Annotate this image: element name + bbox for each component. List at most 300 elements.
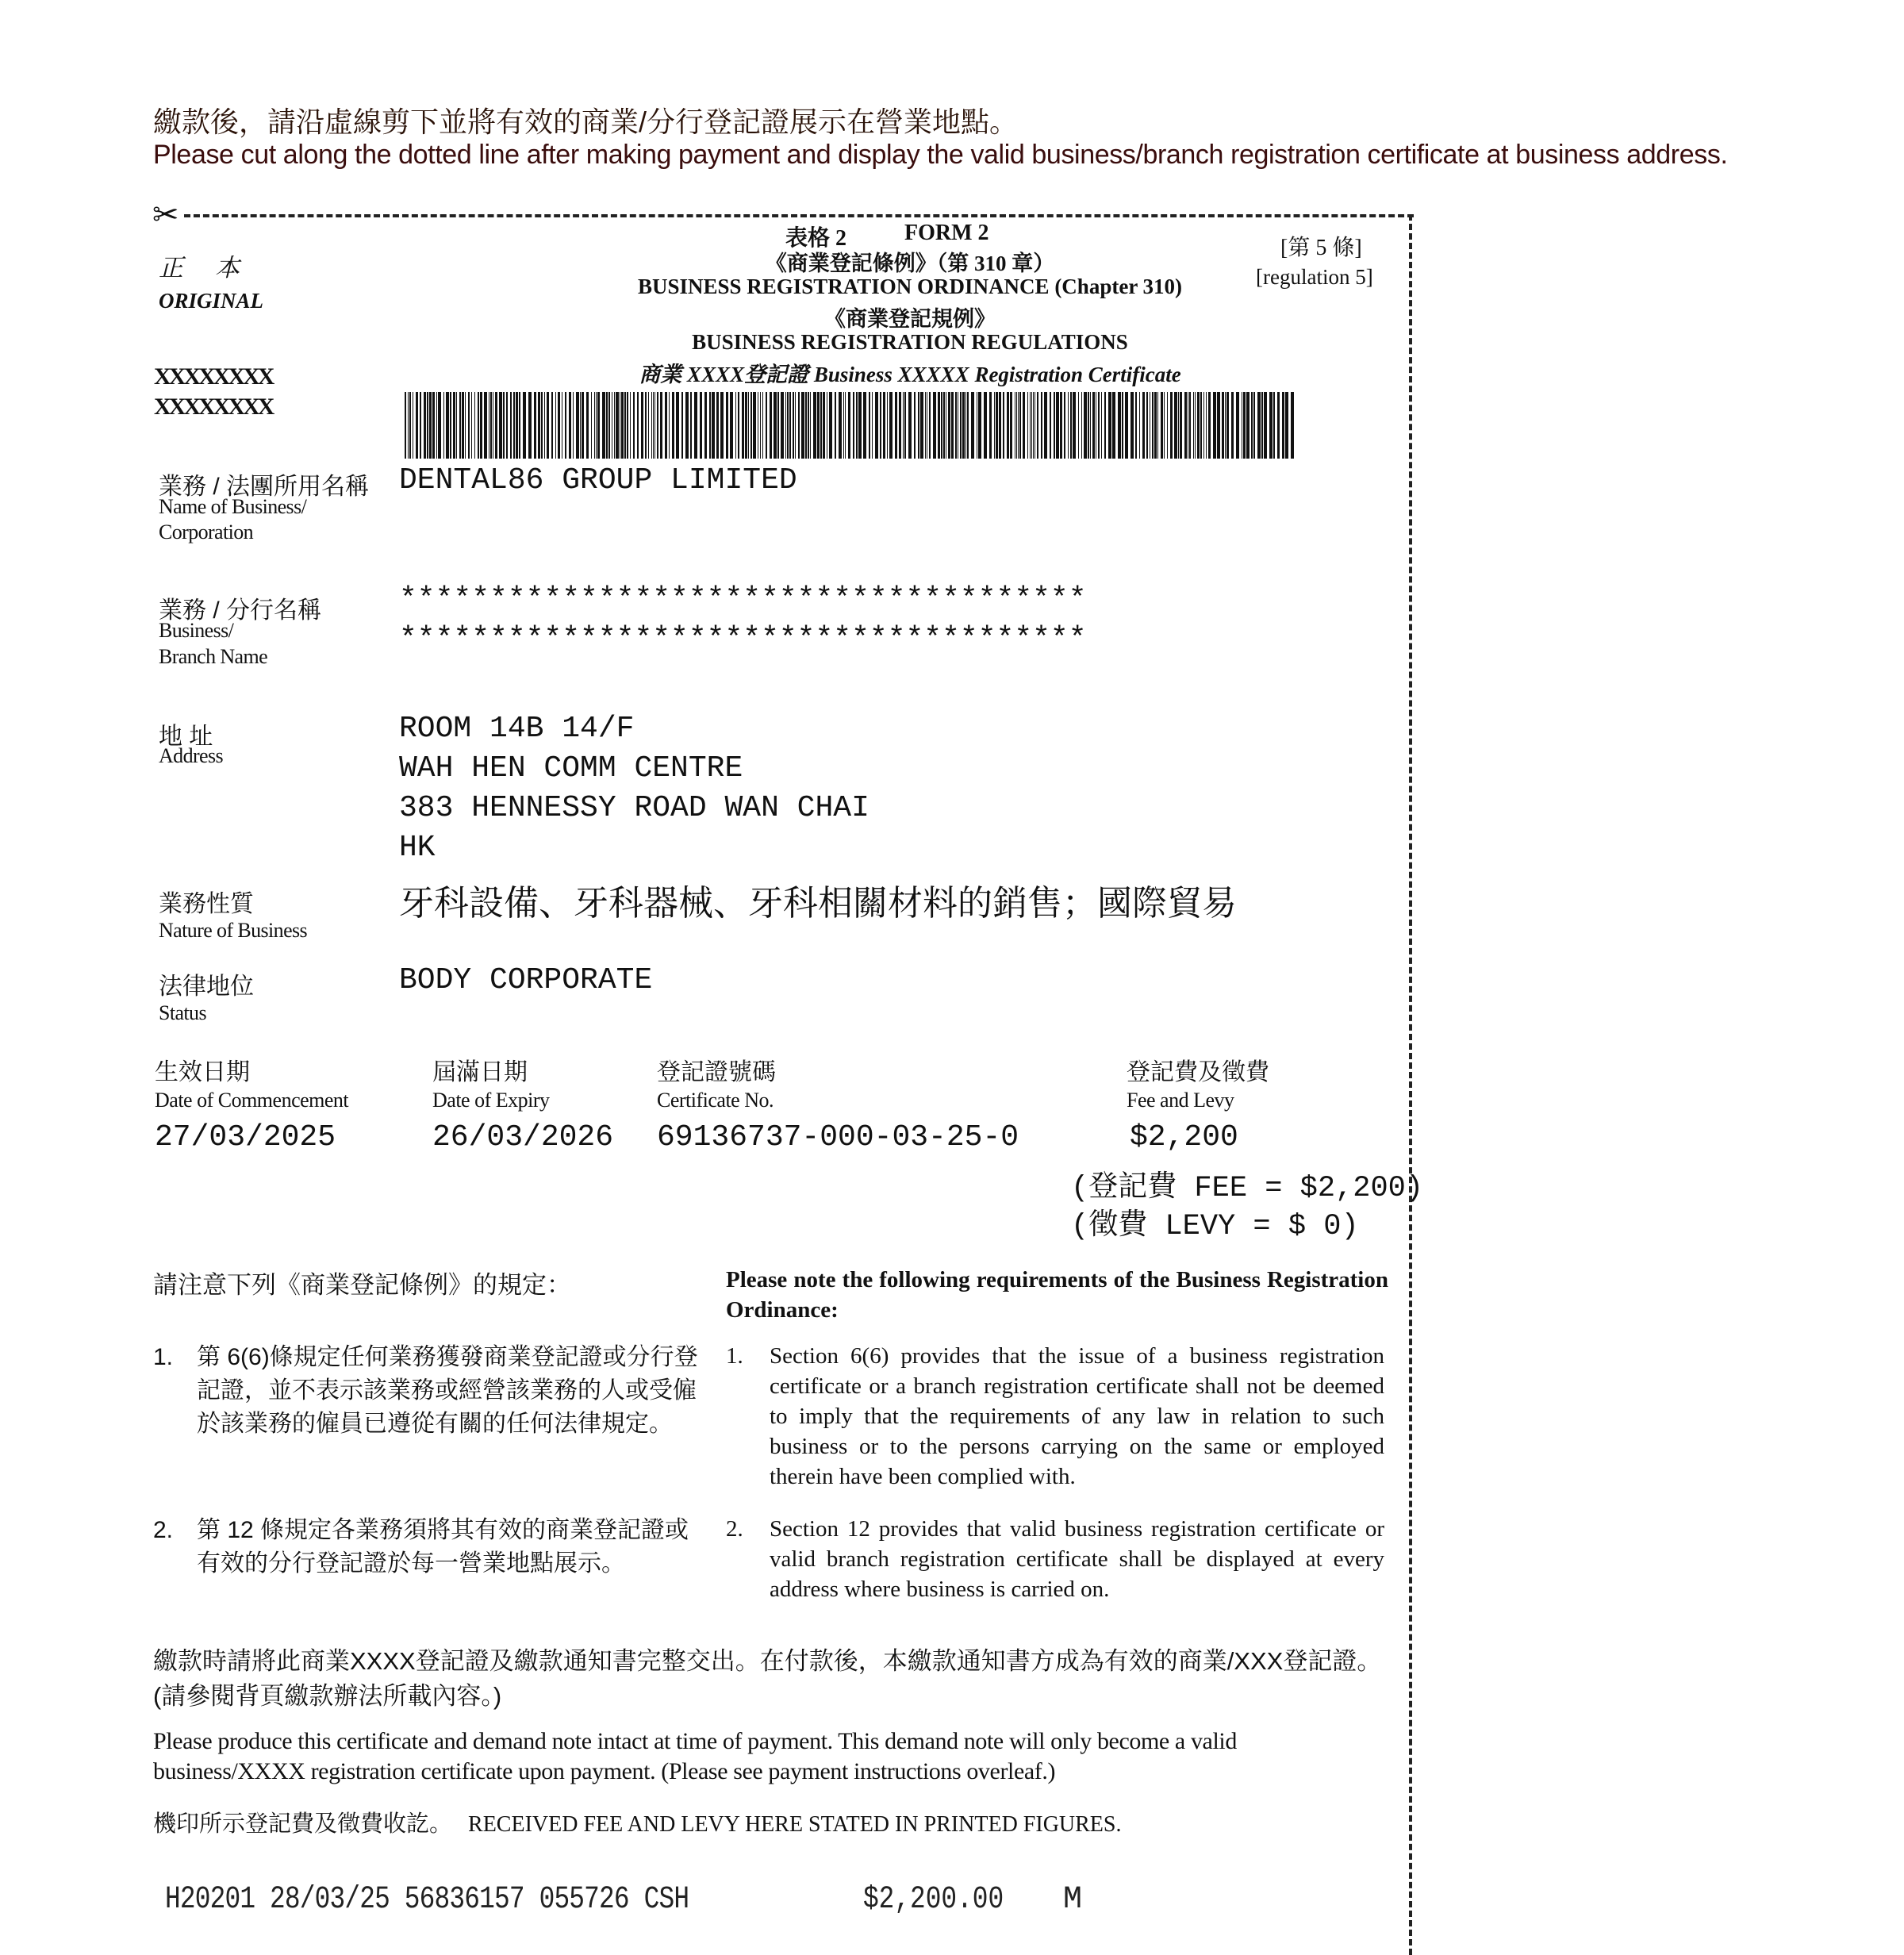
barcode-bar — [798, 392, 800, 459]
barcode-bar — [1225, 392, 1226, 459]
barcode-bar — [793, 392, 794, 459]
barcode-bar — [1118, 392, 1121, 459]
barcode-bar — [810, 392, 811, 459]
barcode-bar — [453, 392, 455, 459]
barcode-bar — [591, 392, 592, 459]
barcode-bar — [1007, 392, 1009, 459]
barcode-bar — [586, 392, 589, 459]
ordinance-title-zh: 《商業登記條例》（第 310 章） — [765, 252, 1055, 275]
barcode-bar — [903, 392, 904, 459]
barcode-bar — [1108, 392, 1111, 459]
barcode-bar — [1184, 392, 1187, 459]
barcode-bar — [606, 392, 608, 459]
address-line-4: HK — [399, 831, 436, 865]
note-number: 1. — [726, 1343, 743, 1369]
barcode-bar — [704, 392, 707, 459]
barcode-bar — [712, 392, 715, 459]
barcode-bar — [1092, 392, 1095, 459]
barcode-bar — [690, 392, 692, 459]
barcode-bar — [624, 392, 626, 459]
barcode-bar — [726, 392, 728, 459]
barcode-bar — [965, 392, 966, 459]
note-text: 第 12 條規定各業務須將其有效的商業登記證或有效的分行登記證於每一營業地點展示。 — [197, 1517, 689, 1577]
address-line-2: WAH HEN COMM CENTRE — [399, 751, 743, 785]
barcode-bar — [597, 392, 600, 459]
barcode-bar — [1041, 392, 1042, 459]
barcode-bar — [720, 392, 724, 459]
barcode-bar — [872, 392, 873, 459]
barcode-bar — [777, 392, 779, 459]
barcode-bar — [1003, 392, 1004, 459]
barcode-bar — [1217, 392, 1220, 459]
barcode-bar — [941, 392, 942, 459]
barcode-bar — [1018, 392, 1019, 459]
barcode-bar — [645, 392, 647, 459]
barcode-bar — [1208, 392, 1211, 459]
barcode-bar — [1125, 392, 1128, 459]
barcode-bar — [1269, 392, 1273, 459]
barcode-bar — [424, 392, 426, 459]
regulation-ref-zh: [第 5 條] — [1280, 236, 1362, 260]
barcode-bar — [1152, 392, 1154, 459]
address-label-en: Address — [159, 744, 224, 767]
barcode-bar — [459, 392, 461, 459]
dotted-cut-line-right — [1409, 214, 1412, 1955]
barcode-bar — [596, 392, 597, 459]
barcode-bar — [558, 392, 560, 459]
barcode-bar — [1070, 392, 1072, 459]
nature-of-business-value: 牙科設備、牙科器械、牙科相關材料的銷售；國際貿易 — [399, 883, 1237, 924]
barcode-bar — [943, 392, 945, 459]
barcode-bar — [1273, 392, 1275, 459]
barcode-bar — [653, 392, 654, 459]
barcode-bar — [883, 392, 885, 459]
instruction-chinese: 繳款後，請沿虛線剪下並將有效的商業/分行登記證展示在營業地點。 — [153, 106, 1019, 138]
barcode-bar — [770, 392, 772, 459]
barcode-bar — [962, 392, 965, 459]
barcode-bar — [748, 392, 749, 459]
fee-breakdown: (登記費 FEE = $2,200) — [1071, 1172, 1424, 1205]
receipt-print-line: H20201 28/03/25 56836157 055726 CSH — [165, 1882, 689, 1918]
note-1-zh — [153, 1341, 708, 1441]
barcode-bar — [730, 392, 733, 459]
barcode-bar — [627, 392, 628, 459]
note-2-en — [726, 1514, 1388, 1604]
note-text: 第 6(6)條規定任何業務獲發商業登記證或分行登記證，並不表示該業務或經營該業務的人或受僱於該業務的僱員已遵從有關的任何法律規定。 — [197, 1344, 698, 1437]
barcode-bar — [681, 392, 683, 459]
barcode-bar — [1285, 392, 1288, 459]
barcode-bar — [1010, 392, 1012, 459]
barcode-bar — [651, 392, 652, 459]
barcode-bar — [1282, 392, 1284, 459]
barcode-bar — [967, 392, 969, 459]
barcode-bar — [978, 392, 981, 459]
barcode-bar — [450, 392, 451, 459]
receipt-amount: $2,200.00 — [863, 1882, 1004, 1918]
barcode-bar — [914, 392, 916, 459]
form-number-en: FORM 2 — [904, 221, 989, 245]
barcode-bar — [551, 392, 553, 459]
barcode-bar — [989, 392, 992, 459]
barcode-bar — [1068, 392, 1069, 459]
barcode-bar — [484, 392, 487, 459]
barcode-bar — [490, 392, 492, 459]
barcode-bar — [665, 392, 667, 459]
barcode-bar — [789, 392, 791, 459]
barcode-bar — [573, 392, 574, 459]
certificate-title: 商業 XXXX登記證 Business XXXXX Registration Certificate — [639, 363, 1181, 386]
barcode-bar — [1054, 392, 1055, 459]
fee-label-zh: 登記費及徵費 — [1127, 1059, 1269, 1085]
barcode-bar — [700, 392, 702, 459]
branch-name-value-2: ************************************** — [399, 622, 1087, 656]
barcode-bar — [1170, 392, 1173, 459]
barcode-bar — [676, 392, 679, 459]
barcode-bar — [760, 392, 761, 459]
barcode-bar — [1030, 392, 1031, 459]
branch-label-zh: 業務 / 分行名稱 — [159, 597, 322, 624]
barcode-bar — [438, 392, 441, 459]
barcode-bar — [1246, 392, 1250, 459]
barcode-bar — [1189, 392, 1191, 459]
produce-instruction-zh: 繳款時請將此商業XXXX登記證及繳款通知書完整交出。在付款後，本繳款通知書方成為有效的商業/XXX登記證。(請參閱背頁繳款辦法所載內容。) — [153, 1647, 1382, 1710]
certificate-no-label-en: Certificate No. — [657, 1089, 774, 1112]
barcode-bar — [582, 392, 584, 459]
expiry-label-zh: 屆滿日期 — [432, 1059, 528, 1085]
barcode-bar — [462, 392, 464, 459]
fee-value: $2,200 — [1130, 1120, 1238, 1154]
barcode-bar — [1200, 392, 1202, 459]
barcode-bar — [1222, 392, 1224, 459]
barcode-bar — [621, 392, 624, 459]
barcode-bar — [1178, 392, 1179, 459]
received-statement — [153, 1806, 1122, 1838]
barcode-bar — [948, 392, 950, 459]
barcode-bar — [1019, 392, 1021, 459]
barcode-bar — [1073, 392, 1076, 459]
certificate-no-value: 69136737-000-03-25-0 — [657, 1120, 1019, 1154]
barcode-bar — [996, 392, 998, 459]
barcode-bar — [845, 392, 846, 459]
barcode-bar — [1112, 392, 1115, 459]
address-label-zh: 地 址 — [159, 724, 213, 750]
barcode-bar — [1060, 392, 1062, 459]
barcode-bar — [1157, 392, 1158, 459]
barcode-bar — [1161, 392, 1163, 459]
barcode-bar — [858, 392, 862, 459]
barcode-bar — [432, 392, 435, 459]
barcode-bar — [1037, 392, 1038, 459]
barcode-bar — [1251, 392, 1253, 459]
barcode-bar — [534, 392, 536, 459]
barcode-bar — [929, 392, 931, 459]
commencement-date-value: 27/03/2025 — [155, 1120, 336, 1154]
barcode-bar — [608, 392, 610, 459]
barcode-bar — [745, 392, 747, 459]
notes-heading-zh: 請注意下列《商業登記條例》的規定： — [153, 1271, 571, 1299]
barcode-bar — [820, 392, 822, 459]
barcode-bar — [823, 392, 825, 459]
barcode-bar — [875, 392, 878, 459]
barcode-bar — [1050, 392, 1051, 459]
barcode-bar — [856, 392, 858, 459]
fee-label-en: Fee and Levy — [1127, 1089, 1234, 1112]
barcode-bar — [544, 392, 545, 459]
barcode-bar — [1164, 392, 1165, 459]
barcode-bar — [1101, 392, 1102, 459]
barcode-bar — [408, 392, 409, 459]
certificate-no-label-zh: 登記證號碼 — [657, 1059, 776, 1085]
note-number: 1. — [153, 1344, 174, 1370]
note-number: 2. — [726, 1516, 743, 1542]
barcode-bar — [863, 392, 866, 459]
barcode-bar — [738, 392, 739, 459]
nature-label-en: Nature of Business — [159, 919, 308, 942]
barcode-bar — [538, 392, 540, 459]
barcode-bar — [576, 392, 579, 459]
barcode-bar — [1098, 392, 1100, 459]
barcode-bar — [984, 392, 987, 459]
notes-heading-en: Please note the following requirements of the Business Registration Ordinance: — [726, 1267, 1388, 1323]
barcode-bar — [427, 392, 428, 459]
ordinance-title-en: BUSINESS REGISTRATION ORDINANCE (Chapter 310) — [637, 275, 1183, 298]
barcode-bar — [1154, 392, 1157, 459]
barcode-bar — [465, 392, 466, 459]
barcode-bar — [1104, 392, 1106, 459]
received-statement-en: RECEIVED FEE AND LEVY HERE STATED IN PRINTED FIGURES. — [468, 1812, 1122, 1837]
original-label-zh: 正本 — [159, 254, 271, 282]
barcode-bar — [565, 392, 566, 459]
barcode-bar — [904, 392, 906, 459]
regulations-title-zh: 《商業登記規例》 — [824, 307, 996, 331]
instruction-english: Please cut along the dotted line after making payment and display the valid business/branch registration certificate at business address. — [153, 140, 1728, 170]
barcode-bar — [880, 392, 881, 459]
note-number: 2. — [153, 1517, 174, 1543]
barcode-bar — [999, 392, 1001, 459]
barcode-bar — [672, 392, 674, 459]
name-label-en-2: Corporation — [159, 520, 254, 543]
barcode-bar — [478, 392, 479, 459]
barcode-bar — [641, 392, 643, 459]
barcode-bar — [1243, 392, 1246, 459]
address-line-3: 383 HENNESSY ROAD WAN CHAI — [399, 791, 869, 825]
barcode-bar — [654, 392, 655, 459]
barcode-bar — [648, 392, 649, 459]
barcode-bar — [516, 392, 518, 459]
barcode-bar — [630, 392, 631, 459]
barcode-bar — [795, 392, 796, 459]
barcode-bar — [774, 392, 777, 459]
barcode-bar — [657, 392, 658, 459]
commencement-label-zh: 生效日期 — [155, 1059, 250, 1085]
barcode-bar — [1135, 392, 1137, 459]
scissors-icon: ✂ — [152, 197, 179, 233]
branch-label-en-2: Branch Name — [159, 645, 268, 668]
barcode-bar — [1027, 392, 1028, 459]
barcode-bar — [602, 392, 605, 459]
barcode-bar — [1203, 392, 1204, 459]
barcode-bar — [960, 392, 962, 459]
barcode-bar — [446, 392, 449, 459]
barcode-bar — [813, 392, 816, 459]
barcode-bar — [908, 392, 912, 459]
barcode-bar — [839, 392, 842, 459]
barcode-bar — [1064, 392, 1065, 459]
barcode-bar — [1146, 392, 1148, 459]
barcode-bar — [474, 392, 475, 459]
barcode-bar — [523, 392, 526, 459]
barcode-bar — [1122, 392, 1123, 459]
barcode-bar — [1016, 392, 1017, 459]
barcode-bar — [669, 392, 670, 459]
barcode-bar — [1139, 392, 1140, 459]
barcode-bar — [742, 392, 744, 459]
barcode-bar — [443, 392, 444, 459]
barcode-bar — [1261, 392, 1263, 459]
barcode-bar — [781, 392, 784, 459]
barcode-bar — [416, 392, 418, 459]
barcode-bar — [1206, 392, 1207, 459]
barcode-bar — [594, 392, 595, 459]
barcode-bar — [848, 392, 850, 459]
barcode-bar — [787, 392, 789, 459]
regulation-ref-en: [regulation 5] — [1256, 265, 1373, 289]
barcode-bar — [994, 392, 995, 459]
barcode-bar — [1231, 392, 1234, 459]
barcode-bar — [766, 392, 767, 459]
barcode-bar — [547, 392, 549, 459]
note-1-en — [726, 1341, 1388, 1492]
barcode-bar — [716, 392, 719, 459]
barcode-bar — [920, 392, 923, 459]
dotted-cut-line-top — [184, 214, 1414, 217]
barcode-bar — [753, 392, 756, 459]
barcode-bar — [829, 392, 832, 459]
note-text: Section 6(6) provides that the issue of a business registration certificate or a branch registration certificate shall not be deemed to imply that the requirements of any law in relation to such business or to the persons carrying on the same or employed therein have been complied with. — [770, 1343, 1384, 1489]
barcode-bar — [541, 392, 543, 459]
barcode-bar — [899, 392, 901, 459]
barcode-bar — [925, 392, 926, 459]
barcode-bar — [843, 392, 844, 459]
barcode-bar — [420, 392, 421, 459]
barcode — [403, 392, 1296, 459]
barcode-bar — [694, 392, 697, 459]
barcode-bar — [951, 392, 954, 459]
barcode-bar — [955, 392, 957, 459]
barcode-bar — [1174, 392, 1177, 459]
barcode-bar — [817, 392, 820, 459]
name-label-en: Name of Business/ — [159, 495, 307, 518]
barcode-bar — [1195, 392, 1196, 459]
barcode-bar — [528, 392, 532, 459]
address-line-1: ROOM 14B 14/F — [399, 712, 635, 746]
barcode-bar — [569, 392, 571, 459]
expiry-label-en: Date of Expiry — [432, 1089, 550, 1112]
note-2-zh — [153, 1514, 708, 1581]
barcode-bar — [1264, 392, 1267, 459]
barcode-bar — [503, 392, 505, 459]
barcode-bar — [436, 392, 437, 459]
barcode-bar — [918, 392, 919, 459]
barcode-bar — [1078, 392, 1079, 459]
barcode-bar — [614, 392, 615, 459]
barcode-bar — [580, 392, 581, 459]
barcode-bar — [468, 392, 470, 459]
barcode-bar — [895, 392, 897, 459]
barcode-bar — [685, 392, 689, 459]
redacted-code-line-1: XXXXXXXX — [154, 363, 273, 390]
barcode-bar — [971, 392, 974, 459]
barcode-bar — [456, 392, 457, 459]
barcode-bar — [1088, 392, 1089, 459]
barcode-bar — [1193, 392, 1194, 459]
status-label-en: Status — [159, 1001, 206, 1024]
barcode-bar — [1090, 392, 1091, 459]
form-number-zh: 表格 2 — [785, 226, 847, 251]
branch-name-value-1: ************************************** — [399, 582, 1087, 616]
barcode-bar — [1291, 392, 1294, 459]
barcode-bar — [869, 392, 870, 459]
barcode-bar — [519, 392, 520, 459]
barcode-bar — [429, 392, 432, 459]
barcode-bar — [785, 392, 786, 459]
barcode-bar — [1236, 392, 1239, 459]
barcode-bar — [480, 392, 482, 459]
barcode-bar — [495, 392, 497, 459]
barcode-bar — [616, 392, 619, 459]
barcode-bar — [1226, 392, 1229, 459]
barcode-bar — [1056, 392, 1059, 459]
levy-breakdown: (徵費 LEVY = $ 0) — [1071, 1210, 1359, 1243]
regulations-title-en: BUSINESS REGISTRATION REGULATIONS — [692, 330, 1128, 354]
barcode-bar — [499, 392, 502, 459]
barcode-bar — [1142, 392, 1145, 459]
barcode-bar — [1197, 392, 1200, 459]
barcode-bar — [510, 392, 512, 459]
barcode-bar — [853, 392, 854, 459]
status-value: BODY CORPORATE — [399, 963, 653, 997]
barcode-bar — [805, 392, 807, 459]
original-label-en: ORIGINAL — [159, 289, 264, 313]
barcode-bar — [887, 392, 888, 459]
barcode-bar — [808, 392, 809, 459]
barcode-bar — [933, 392, 936, 459]
barcode-bar — [506, 392, 508, 459]
nature-label-zh: 業務性質 — [159, 891, 254, 917]
barcode-bar — [750, 392, 752, 459]
barcode-bar — [1257, 392, 1261, 459]
barcode-bar — [762, 392, 763, 459]
received-statement-zh: 機印所示登記費及徵費收訖。 — [153, 1811, 453, 1837]
expiry-date-value: 26/03/2026 — [432, 1120, 614, 1154]
redacted-code-line-2: XXXXXXXX — [154, 394, 273, 420]
barcode-bar — [637, 392, 639, 459]
barcode-bar — [471, 392, 472, 459]
barcode-bar — [513, 392, 515, 459]
barcode-bar — [1033, 392, 1034, 459]
status-label-zh: 法律地位 — [159, 974, 254, 1000]
barcode-bar — [1167, 392, 1168, 459]
barcode-bar — [889, 392, 892, 459]
barcode-bar — [1023, 392, 1025, 459]
barcode-bar — [405, 392, 406, 459]
barcode-bar — [660, 392, 662, 459]
barcode-bar — [835, 392, 836, 459]
barcode-bar — [1180, 392, 1182, 459]
receipt-mark: M — [1063, 1882, 1083, 1918]
barcode-bar — [1031, 392, 1032, 459]
barcode-bar — [938, 392, 940, 459]
